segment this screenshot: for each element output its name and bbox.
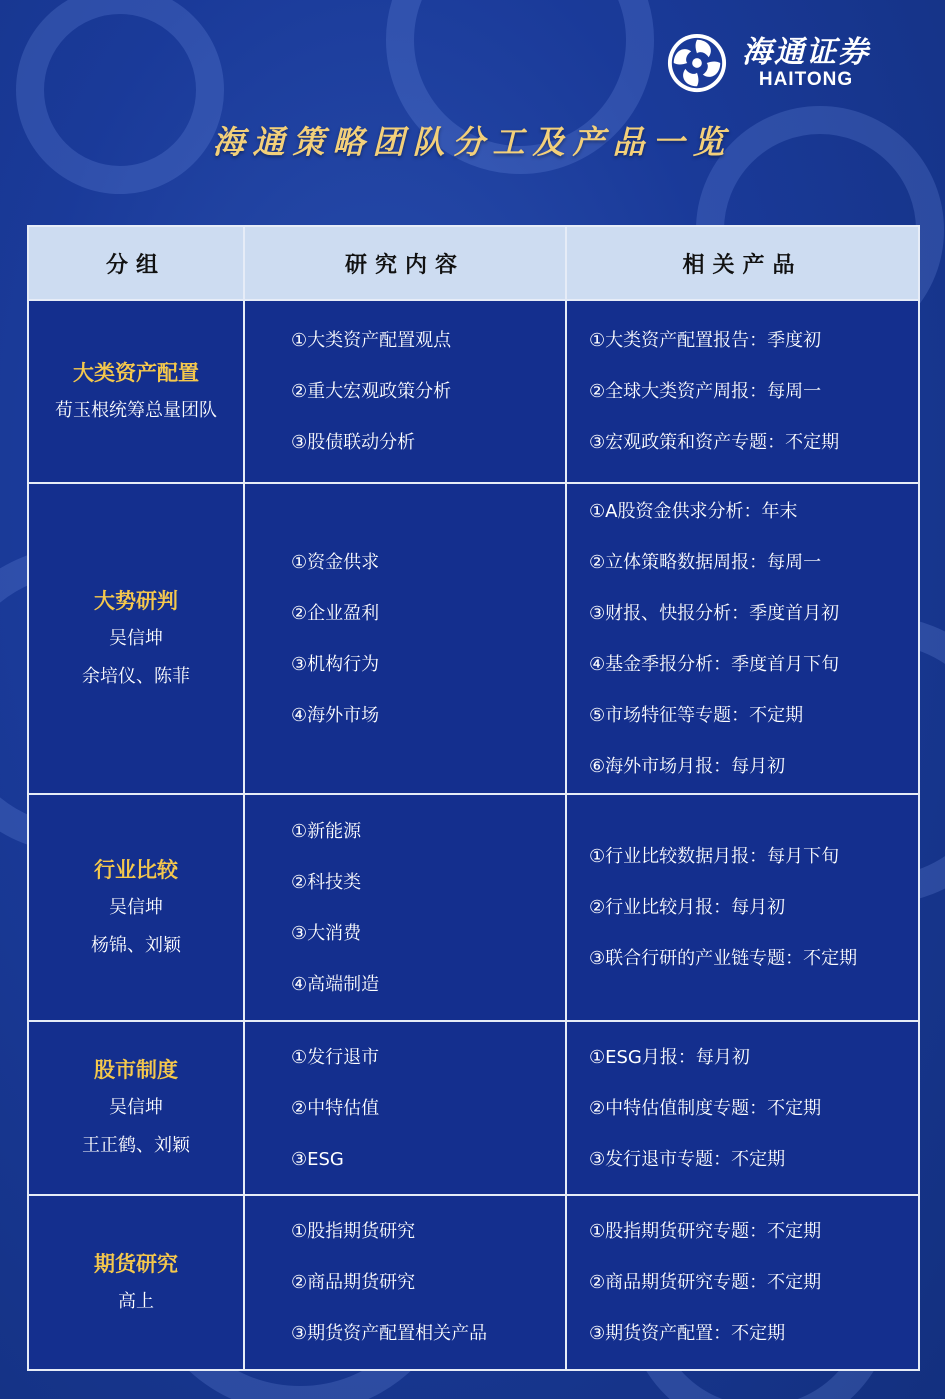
content-item: ②重大宏观政策分析 [291, 381, 452, 402]
content-item: ③股债联动分析 [291, 432, 416, 453]
haitong-logo [666, 30, 906, 96]
product-item: ②商品期货研究专题：不定期 [589, 1272, 822, 1293]
content-item: ②企业盈利 [291, 602, 380, 624]
content-item: ③大消费 [291, 922, 362, 944]
product-item: ④基金季报分析：季度首月下旬 [589, 653, 840, 675]
product-item: ③宏观政策和资产专题：不定期 [589, 432, 840, 453]
content-cell [244, 794, 566, 1021]
content-item: ②科技类 [291, 871, 362, 893]
group-name: 大类资产配置 [73, 360, 199, 385]
product-item: ②立体策略数据周报：每周一 [589, 551, 822, 573]
product-item: ⑥海外市场月报：每月初 [589, 755, 786, 777]
table-row [28, 483, 919, 794]
content-item: ①股指期货研究 [291, 1221, 416, 1242]
group-member: 高上 [118, 1290, 154, 1312]
group-cell [28, 1195, 244, 1370]
haitong-swirl-logo-icon [666, 32, 728, 94]
group-member: 余培仪、陈菲 [82, 665, 190, 687]
group-name: 行业比较 [94, 857, 178, 882]
group-member: 杨锦、刘颖 [91, 934, 181, 956]
group-member: 吴信坤 [109, 1097, 163, 1118]
product-item: ⑤市场特征等专题：不定期 [589, 704, 804, 726]
product-item: ①ESG月报：每月初 [589, 1046, 750, 1068]
content-item: ③机构行为 [291, 653, 380, 675]
group-cell [28, 1021, 244, 1195]
group-name: 大势研判 [94, 588, 178, 613]
group-cell [28, 483, 244, 794]
product-item: ①股指期货研究专题：不定期 [589, 1221, 822, 1242]
group-name: 股市制度 [94, 1058, 178, 1082]
products-cell [566, 483, 919, 794]
content-cell [244, 483, 566, 794]
product-item: ①行业比较数据月报：每月下旬 [589, 846, 840, 867]
content-item: ②中特估值 [291, 1097, 380, 1119]
header-products: 相关产品 [566, 226, 919, 300]
page-title: 海通策略团队分工及产品一览 [212, 123, 733, 161]
brand-name-en: HAITONG [758, 69, 854, 90]
team-products-table [27, 225, 920, 1371]
group-member: 荀玉根统筹总量团队 [55, 399, 217, 421]
content-item: ③期货资产配置相关产品 [291, 1323, 488, 1344]
content-cell [244, 1021, 566, 1195]
header-content: 研究内容 [244, 226, 566, 300]
product-item: ②行业比较月报：每月初 [589, 897, 786, 918]
content-item: ③ESG [291, 1148, 344, 1170]
product-item: ③财报、快报分析：季度首月初 [589, 602, 840, 624]
table-header-row [28, 226, 919, 300]
product-item: ①大类资产配置报告：季度初 [589, 330, 822, 351]
table-row [28, 1195, 919, 1370]
product-item: ③联合行研的产业链专题：不定期 [589, 948, 858, 969]
table-row [28, 300, 919, 483]
content-item: ④高端制造 [291, 973, 380, 995]
products-cell [566, 794, 919, 1021]
content-cell [244, 1195, 566, 1370]
group-member: 王正鹤、刘颖 [82, 1135, 190, 1156]
products-cell [566, 1195, 919, 1370]
content-item: ②商品期货研究 [291, 1272, 416, 1293]
content-item: ④海外市场 [291, 704, 380, 726]
content-item: ①大类资产配置观点 [291, 330, 452, 351]
group-member: 吴信坤 [109, 896, 163, 918]
products-cell [566, 300, 919, 483]
product-item: ③发行退市专题：不定期 [589, 1148, 786, 1170]
group-name: 期货研究 [94, 1251, 178, 1276]
content-item: ①资金供求 [291, 551, 380, 573]
group-member: 吴信坤 [109, 627, 163, 649]
product-item: ③期货资产配置：不定期 [589, 1323, 786, 1344]
group-cell [28, 300, 244, 483]
products-cell [566, 1021, 919, 1195]
product-item: ②中特估值制度专题：不定期 [589, 1097, 822, 1119]
product-item: ②全球大类资产周报：每周一 [589, 381, 822, 402]
product-item: ①A股资金供求分析：年末 [589, 500, 798, 522]
content-item: ①新能源 [291, 820, 362, 842]
group-cell [28, 794, 244, 1021]
content-item: ①发行退市 [291, 1046, 380, 1068]
table-row [28, 1021, 919, 1195]
table-row [28, 794, 919, 1021]
brand-name-cn: 海通证券 [742, 35, 870, 70]
content-cell [244, 300, 566, 483]
header-group: 分组 [28, 226, 244, 300]
